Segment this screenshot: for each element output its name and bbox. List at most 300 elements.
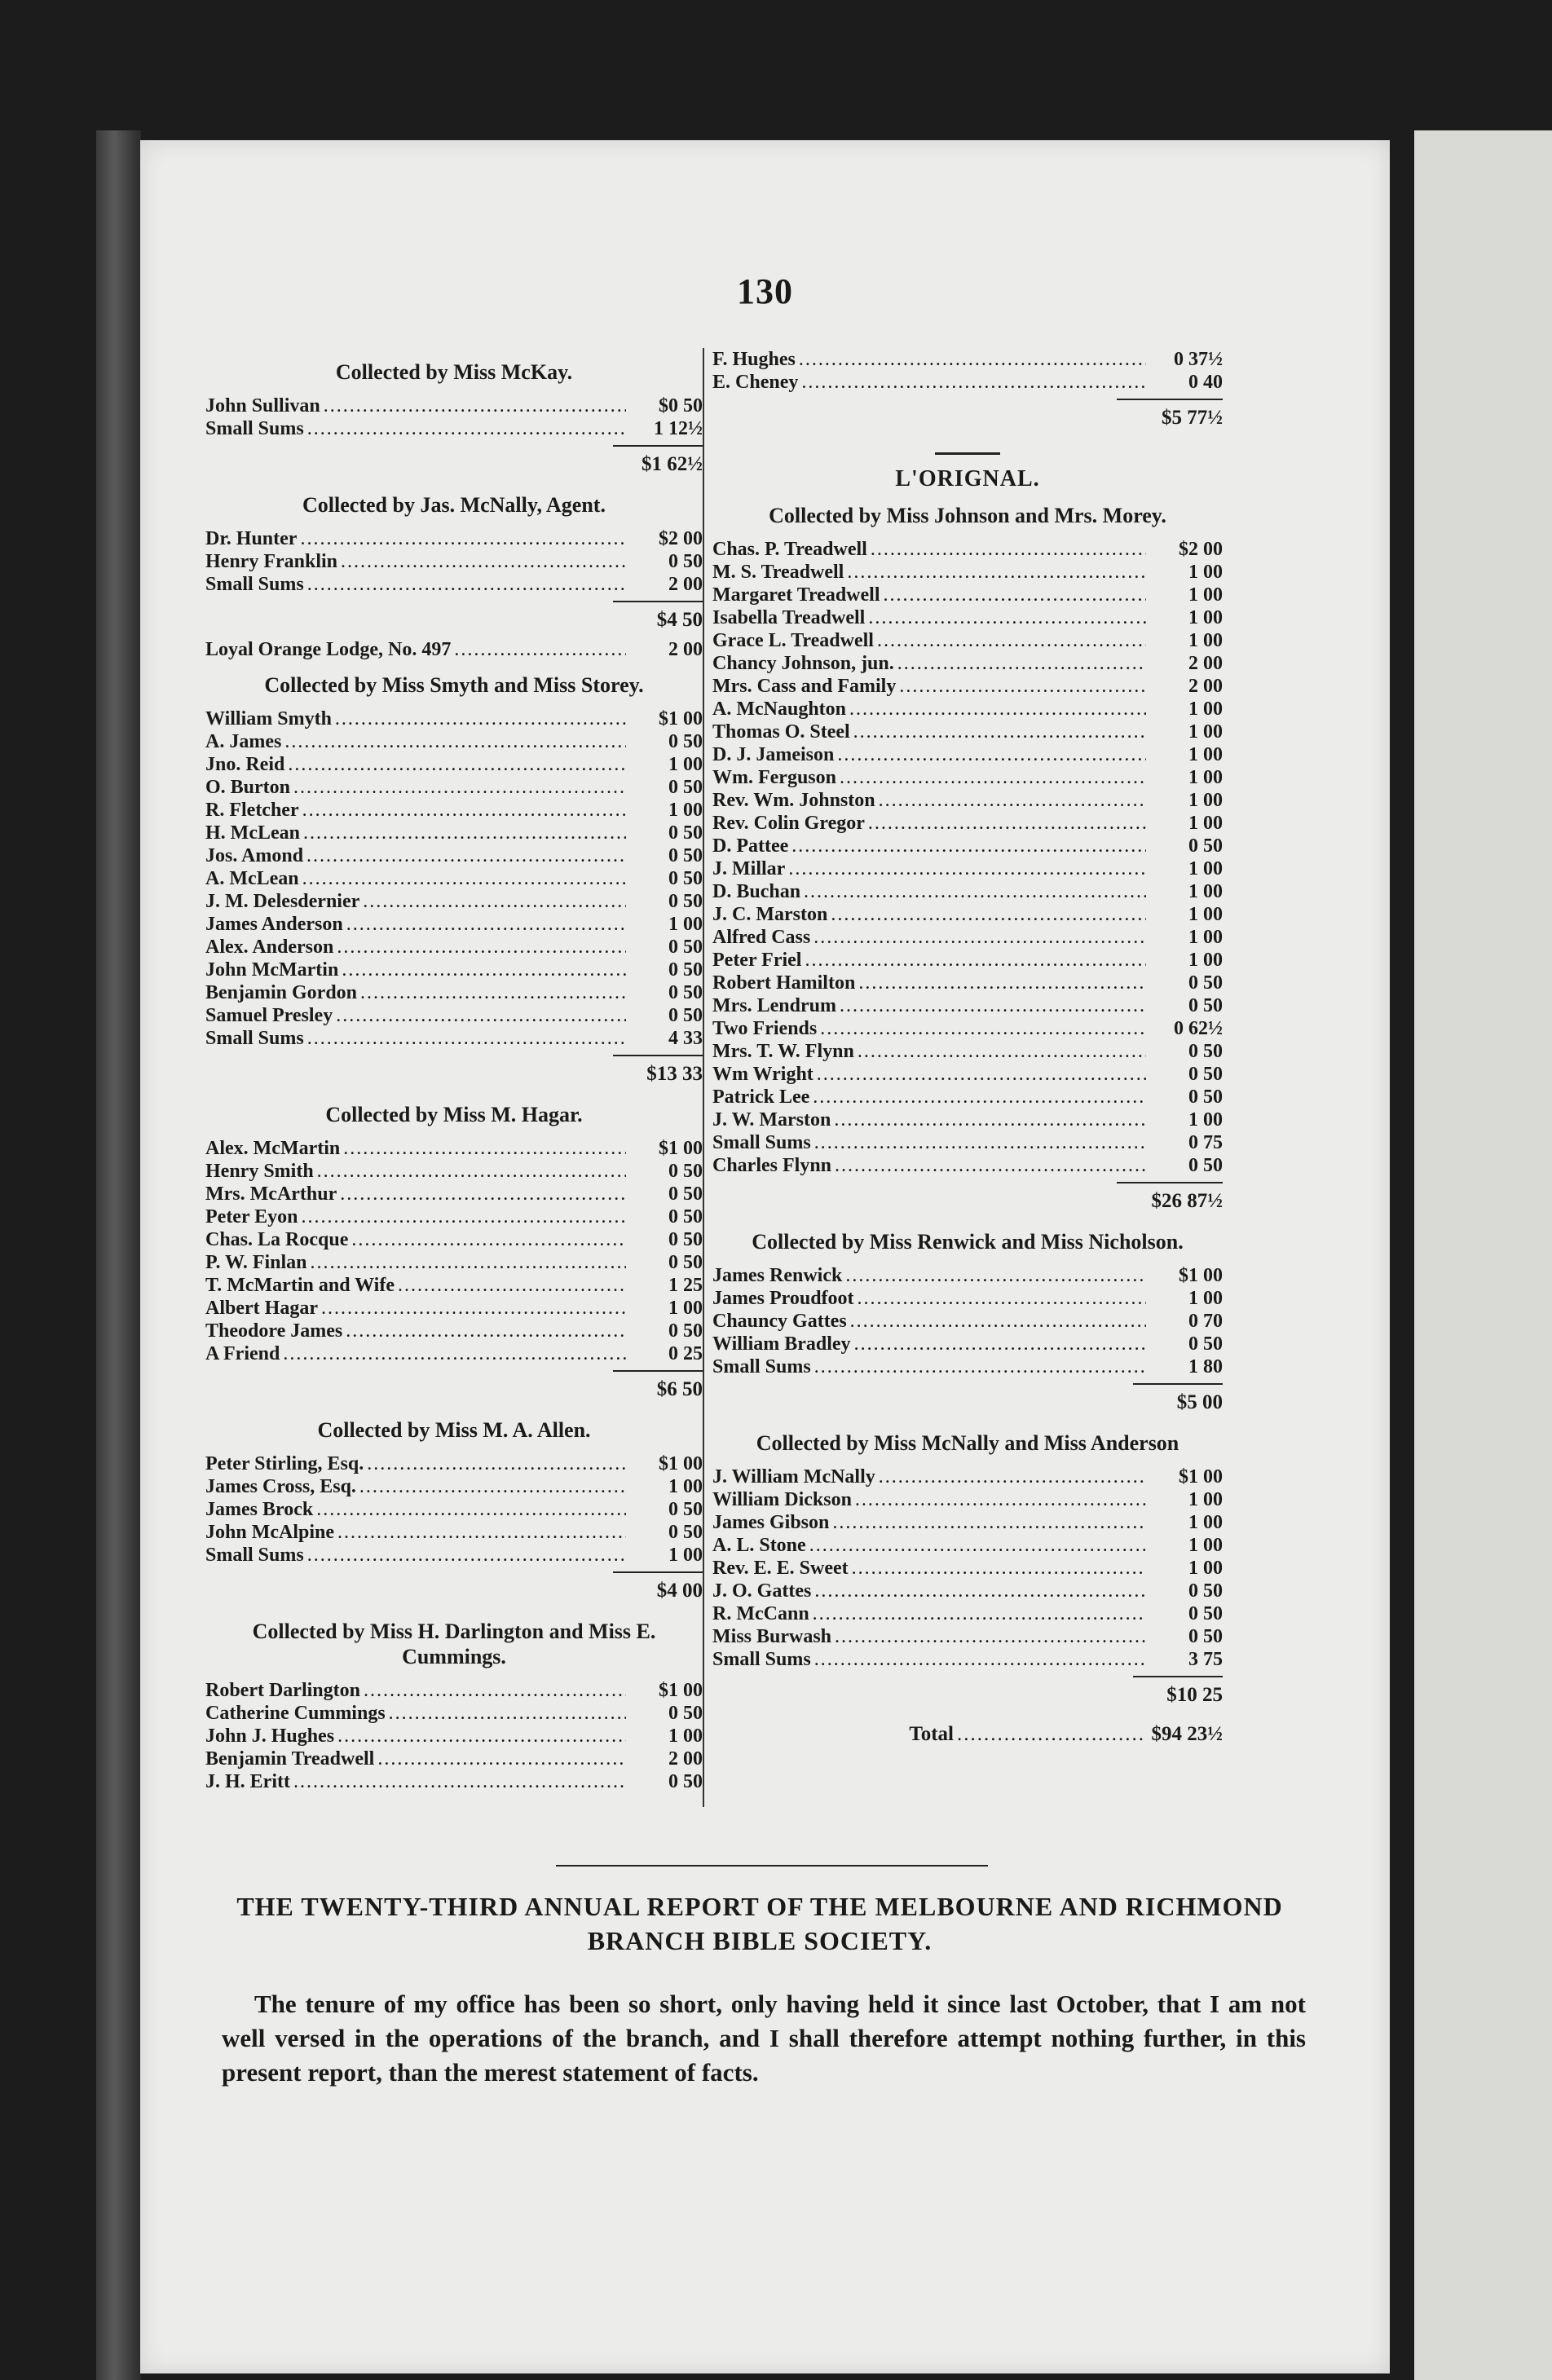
donor-name: Peter Stirling, Esq. [205,1453,364,1474]
donor-name: A. James [205,731,282,752]
book-spine-edge [96,130,141,2380]
leader-dots [307,417,626,440]
list-item [712,629,1223,652]
donor-name: Loyal Orange Lodge, No. 497 [205,639,452,660]
donation-amount: 1 00 [668,914,703,935]
donor-name: M. S. Treadwell [712,562,844,583]
leader-dots [899,675,1146,698]
donor-name: Small Sums [205,418,304,439]
leader-dots [852,1557,1146,1580]
donation-amount: 0 50 [1188,1155,1223,1176]
donor-name: Mrs. T. W. Flynn [712,1041,854,1062]
list-item [205,638,703,661]
leader-dots [351,1228,626,1251]
donor-name: James Gibson [712,1512,830,1533]
donation-amount: 1 80 [1188,1356,1223,1377]
section-heading: Collected by Miss M. A. Allen. [317,1418,591,1442]
donor-name: James Renwick [712,1265,843,1286]
donor-name: Isabella Treadwell [712,607,866,628]
leader-dots [840,994,1146,1017]
leader-dots [377,1748,626,1770]
subtotal: $5 77½ [1117,399,1223,431]
section-heading: Collected by Miss Renwick and Miss Nicholson. [752,1230,1184,1254]
donation-amount: 1 00 [1188,562,1223,583]
donor-name: R. Fletcher [205,800,299,821]
leader-dots [820,1017,1146,1040]
donation-amount: 0 50 [668,1161,703,1182]
leader-dots [343,1137,626,1160]
donation-amount: 1 00 [1188,584,1223,606]
leader-dots [321,1297,626,1320]
list-item [205,959,703,981]
subtotal: $10 25 [1133,1676,1223,1708]
donation-amount: 1 00 [1188,950,1223,971]
list-item [712,1086,1223,1108]
list-item [712,949,1223,972]
leader-dots [360,981,626,1004]
list-renwick-nicholson [712,1264,1223,1378]
donation-amount: 0 50 [1188,995,1223,1016]
list-item [712,606,1223,629]
donor-name: Peter Friel [712,950,802,971]
list-darlington [205,1679,703,1793]
donor-name: Chas. P. Treadwell [712,539,867,560]
donation-amount: 0 50 [1188,1064,1223,1085]
donor-name: Benjamin Gordon [205,982,358,1003]
list-item [712,1625,1223,1648]
subtotal: $5 00 [1133,1383,1223,1416]
donation-amount: 1 00 [1188,1558,1223,1579]
list-item [712,1310,1223,1333]
list-item [205,844,703,867]
leader-dots [341,550,626,573]
subtotal: $13 33 [613,1055,703,1087]
donor-name: Wm. Ferguson [712,767,836,788]
list-item [712,348,1223,371]
list-item [712,1511,1223,1534]
list-item [205,753,703,776]
donor-name: Small Sums [712,1649,811,1670]
list-item [205,1725,703,1748]
donor-name: Benjamin Treadwell [205,1748,375,1770]
list-item [205,550,703,573]
donor-name: James Proudfoot [712,1288,854,1309]
leader-dots [849,698,1146,721]
list-item [205,1452,703,1475]
donor-name: Two Friends [712,1018,818,1039]
leader-dots [311,1251,626,1274]
leader-dots [302,867,626,890]
donor-name: Small Sums [712,1132,811,1153]
donor-name: Chas. La Rocque [205,1229,349,1250]
list-item [205,1027,703,1050]
list-item [205,1274,703,1297]
donor-name: Small Sums [205,574,304,595]
leader-dots [303,822,626,844]
donation-amount: 0 50 [668,1252,703,1273]
leader-dots [879,789,1146,812]
donor-name: J. W. Marston [712,1109,831,1130]
leader-dots [288,753,626,776]
right-column [703,348,1223,1807]
leader-dots [868,812,1146,835]
list-item [712,1264,1223,1287]
adjacent-page-edge [1414,130,1552,2380]
list-item [205,1679,703,1702]
donor-name: William Smyth [205,708,332,729]
donation-amount: 2 00 [668,639,703,660]
donor-name: Robert Darlington [205,1680,360,1701]
list-item [205,1702,703,1725]
list-item [205,1521,703,1544]
donor-name: Wm Wright [712,1064,813,1085]
donor-name: D. Pattee [712,835,789,857]
section-heading: Collected by Miss McKay. [335,360,573,384]
list-item [205,417,703,440]
list-item [712,1580,1223,1602]
donor-name: Chauncy Gattes [712,1311,847,1332]
list-item [712,994,1223,1017]
leader-dots [858,1040,1146,1063]
donor-name: Thomas O. Steel [712,721,850,743]
donor-name: J. H. Eritt [205,1771,290,1792]
list-item [205,394,703,417]
leader-dots [317,1160,626,1183]
leader-dots [884,584,1147,606]
leader-dots [877,629,1146,652]
list-item [205,1544,703,1567]
left-column [205,348,703,1793]
donation-amount: $1 00 [659,1453,703,1474]
donor-name: James Brock [205,1499,314,1520]
list-item [712,766,1223,789]
donor-name: A Friend [205,1343,280,1364]
list-item [712,1287,1223,1310]
donation-amount: 1 00 [1188,1109,1223,1130]
donor-name: Alfred Cass [712,927,811,948]
leader-dots [364,1679,626,1702]
donation-amount: 4 33 [668,1028,703,1049]
list-hagar [205,1137,703,1365]
list-item [205,1475,703,1498]
list-item [712,1534,1223,1557]
leader-dots [834,1108,1146,1131]
donation-amount: 1 00 [1188,1535,1223,1556]
subtotal: $1 62½ [613,445,703,478]
donation-amount: 1 00 [668,754,703,775]
leader-dots [359,1475,626,1498]
donor-name: A. L. Stone [712,1535,806,1556]
donation-amount: 0 75 [1188,1132,1223,1153]
donation-amount: 1 00 [1188,699,1223,720]
subtotal: $4 50 [613,601,703,633]
leader-dots [814,1580,1146,1602]
report-body: The tenure of my office has been so short, only having held it since last October, that I am not well versed in the operations of the branch, and I shall therefore attempt nothing further, in this present report, than the merest statement of facts. [222,1990,1306,2087]
donor-name: Rev. Wm. Johnston [712,790,875,811]
list-item [712,1648,1223,1671]
list-item [712,972,1223,994]
donation-amount: $2 00 [659,528,703,549]
donation-amount: 1 00 [668,800,703,821]
donor-name: D. Buchan [712,881,801,902]
donor-name: O. Burton [205,777,291,798]
donor-name: J. C. Marston [712,904,828,925]
leader-dots [805,949,1146,972]
subtotal: $26 87½ [1117,1182,1223,1214]
report-title: THE TWENTY-THIRD ANNUAL REPORT OF THE MELBOURNE AND RICHMOND BRANCH BIBLE SOCIETY. [236,1892,1283,1955]
section-heading: Collected by Miss H. Darlington and Miss E. Cummings. [252,1620,656,1668]
list-item [712,1017,1223,1040]
leader-dots [293,1770,626,1793]
donation-amount: $2 00 [1179,539,1223,560]
donation-amount: 1 00 [1188,881,1223,902]
donor-name: Henry Smith [205,1161,314,1182]
section-divider [935,452,1000,455]
list-item [712,1602,1223,1625]
donation-amount: 0 50 [1188,1333,1223,1355]
donation-amount: 1 12½ [654,418,703,439]
donation-amount: $1 00 [1179,1466,1223,1488]
list-continued [712,348,1223,394]
list-item [205,1498,703,1521]
leader-dots [799,348,1146,371]
donor-name: F. Hughes [712,349,796,370]
list-item [712,1355,1223,1378]
leader-dots [300,527,626,550]
donor-name: E. Cheney [712,372,799,393]
leader-dots [337,936,626,959]
leader-dots [879,1465,1146,1488]
leader-dots [837,743,1146,766]
donation-amount: 0 62½ [1174,1018,1223,1039]
donor-name: J. William McNally [712,1466,875,1488]
section-divider [556,1865,988,1867]
donor-name: Theodore James [205,1320,343,1342]
list-mckay [205,394,703,440]
donor-name: Small Sums [712,1356,811,1377]
list-item [205,1342,703,1365]
donor-name: Jos. Amond [205,845,304,866]
list-item [205,527,703,550]
list-item [205,981,703,1004]
donation-amount: $0 50 [659,395,703,416]
list-item [712,926,1223,949]
leader-dots [855,1488,1146,1511]
donation-amount: 0 50 [668,845,703,866]
donor-name: Grace L. Treadwell [712,630,874,651]
donation-amount: 1 00 [1188,927,1223,948]
donation-amount: 1 00 [1188,1288,1223,1309]
donation-amount: 0 50 [668,1771,703,1792]
list-item [205,1004,703,1027]
list-item [205,776,703,799]
list-item [712,835,1223,857]
leader-dots [293,776,626,799]
donation-amount: 2 00 [668,574,703,595]
donor-name: Mrs. Cass and Family [712,676,897,697]
donor-name: Dr. Hunter [205,528,298,549]
leader-dots [858,972,1146,994]
list-item [712,675,1223,698]
donor-name: James Cross, Esq. [205,1476,356,1497]
leader-dots [814,1131,1146,1154]
donor-name: Jno. Reid [205,754,285,775]
donor-name: Henry Franklin [205,551,338,572]
donor-name: A. McNaughton [712,699,847,720]
list-item [205,1297,703,1320]
donation-amount: 2 00 [1188,653,1223,674]
list-item [205,1770,703,1793]
donor-name: Rev. Colin Gregor [712,813,865,834]
leader-dots [454,638,626,661]
donor-name: Chancy Johnson, jun. [712,653,894,674]
list-item [205,1748,703,1770]
donation-amount: 1 00 [1188,721,1223,743]
donor-name: J. O. Gattes [712,1580,812,1602]
leader-dots [342,959,626,981]
list-item [205,1160,703,1183]
page-number: 130 [737,271,793,311]
donation-amount: 0 50 [668,959,703,981]
list-item [205,1137,703,1160]
grand-total-row [712,1723,1223,1746]
donation-amount: 1 25 [668,1275,703,1296]
donor-name: J. Millar [712,858,786,879]
list-item [712,880,1223,903]
donation-amount: 0 50 [668,1206,703,1227]
donor-name: Peter Eyon [205,1206,298,1227]
donor-name: Charles Flynn [712,1155,832,1176]
donation-amount: 0 40 [1188,372,1223,393]
donation-amount: 1 00 [1188,630,1223,651]
donation-amount: 1 00 [668,1545,703,1566]
donation-amount: 1 00 [668,1476,703,1497]
donation-amount: 0 50 [668,777,703,798]
leader-dots [854,1333,1146,1355]
list-item [205,799,703,822]
donation-amount: 0 50 [1188,1603,1223,1624]
donor-name: Patrick Lee [712,1086,810,1108]
donor-name: R. McCann [712,1603,809,1624]
list-item [712,903,1223,926]
list-item [712,538,1223,561]
list-mcnally-anderson [712,1465,1223,1671]
list-item [205,1228,703,1251]
donation-amount: 1 00 [1188,1489,1223,1510]
donor-name: John J. Hughes [205,1726,335,1747]
list-smyth-storey [205,707,703,1050]
list-item [712,1333,1223,1355]
leader-dots [337,1725,626,1748]
donation-amount: 1 00 [1188,1512,1223,1533]
list-item [205,1320,703,1342]
leader-dots [809,1534,1146,1557]
leader-dots [398,1274,626,1297]
donor-name: Margaret Treadwell [712,584,880,606]
leader-dots [835,1154,1146,1177]
donor-name: Samuel Presley [205,1005,333,1026]
leader-dots [801,371,1146,394]
leader-dots [813,1602,1146,1625]
leader-dots [835,1625,1146,1648]
list-item [712,1040,1223,1063]
donation-amount: 0 37½ [1174,349,1223,370]
leader-dots [306,844,626,867]
donation-amount: 0 50 [1188,1626,1223,1647]
donation-amount: 1 00 [1188,858,1223,879]
list-item [712,652,1223,675]
leader-dots [307,1544,626,1567]
leader-dots [336,1004,626,1027]
list-item [712,1488,1223,1511]
list-item [712,1108,1223,1131]
leader-dots [337,1521,626,1544]
donation-amount: 0 50 [668,1499,703,1520]
list-item [712,812,1223,835]
donation-amount: 1 00 [1188,767,1223,788]
donor-name: Mrs. Lendrum [712,995,836,1016]
donor-name: T. McMartin and Wife [205,1275,395,1296]
leader-dots [832,1511,1146,1534]
list-item [712,1557,1223,1580]
donation-amount: 0 50 [668,937,703,958]
leader-dots [367,1452,626,1475]
donor-name: Small Sums [205,1028,304,1049]
leader-dots [302,1205,626,1228]
donor-name: Mrs. McArthur [205,1183,337,1205]
total-label: Total [909,1723,954,1745]
donation-amount: 0 50 [668,1229,703,1250]
list-item [205,1183,703,1205]
list-item [205,730,703,753]
list-item [712,584,1223,606]
leader-dots [316,1498,626,1521]
leader-dots [788,857,1146,880]
donor-name: John McAlpine [205,1522,335,1543]
list-item [205,1205,703,1228]
leader-dots [814,1648,1146,1671]
leader-dots [307,1027,626,1050]
section-heading: Collected by Jas. McNally, Agent. [302,493,606,517]
donation-amount: 0 50 [1188,972,1223,994]
donation-amount: 0 50 [668,731,703,752]
list-item [712,721,1223,743]
list-johnson-morey [712,538,1223,1177]
leader-dots [804,880,1146,903]
leader-dots [346,913,626,936]
donation-amount: 1 00 [1188,790,1223,811]
donation-amount: 2 00 [1188,676,1223,697]
donor-name: James Anderson [205,914,343,935]
list-item [712,743,1223,766]
leader-dots [831,903,1146,926]
leader-dots [868,606,1146,629]
donation-amount: 0 50 [668,868,703,889]
list-item [712,698,1223,721]
donation-amount: 0 50 [668,1320,703,1342]
donation-amount: 1 00 [668,1298,703,1319]
list-item [205,913,703,936]
leader-dots [813,926,1146,949]
subtotal: $6 50 [613,1370,703,1403]
donation-amount: 1 00 [1188,607,1223,628]
donor-name: John Sullivan [205,395,320,416]
donation-amount: $1 00 [1179,1265,1223,1286]
leader-dots [813,1086,1146,1108]
list-item [712,561,1223,584]
donation-amount: 0 50 [668,1005,703,1026]
list-allen [205,1452,703,1567]
